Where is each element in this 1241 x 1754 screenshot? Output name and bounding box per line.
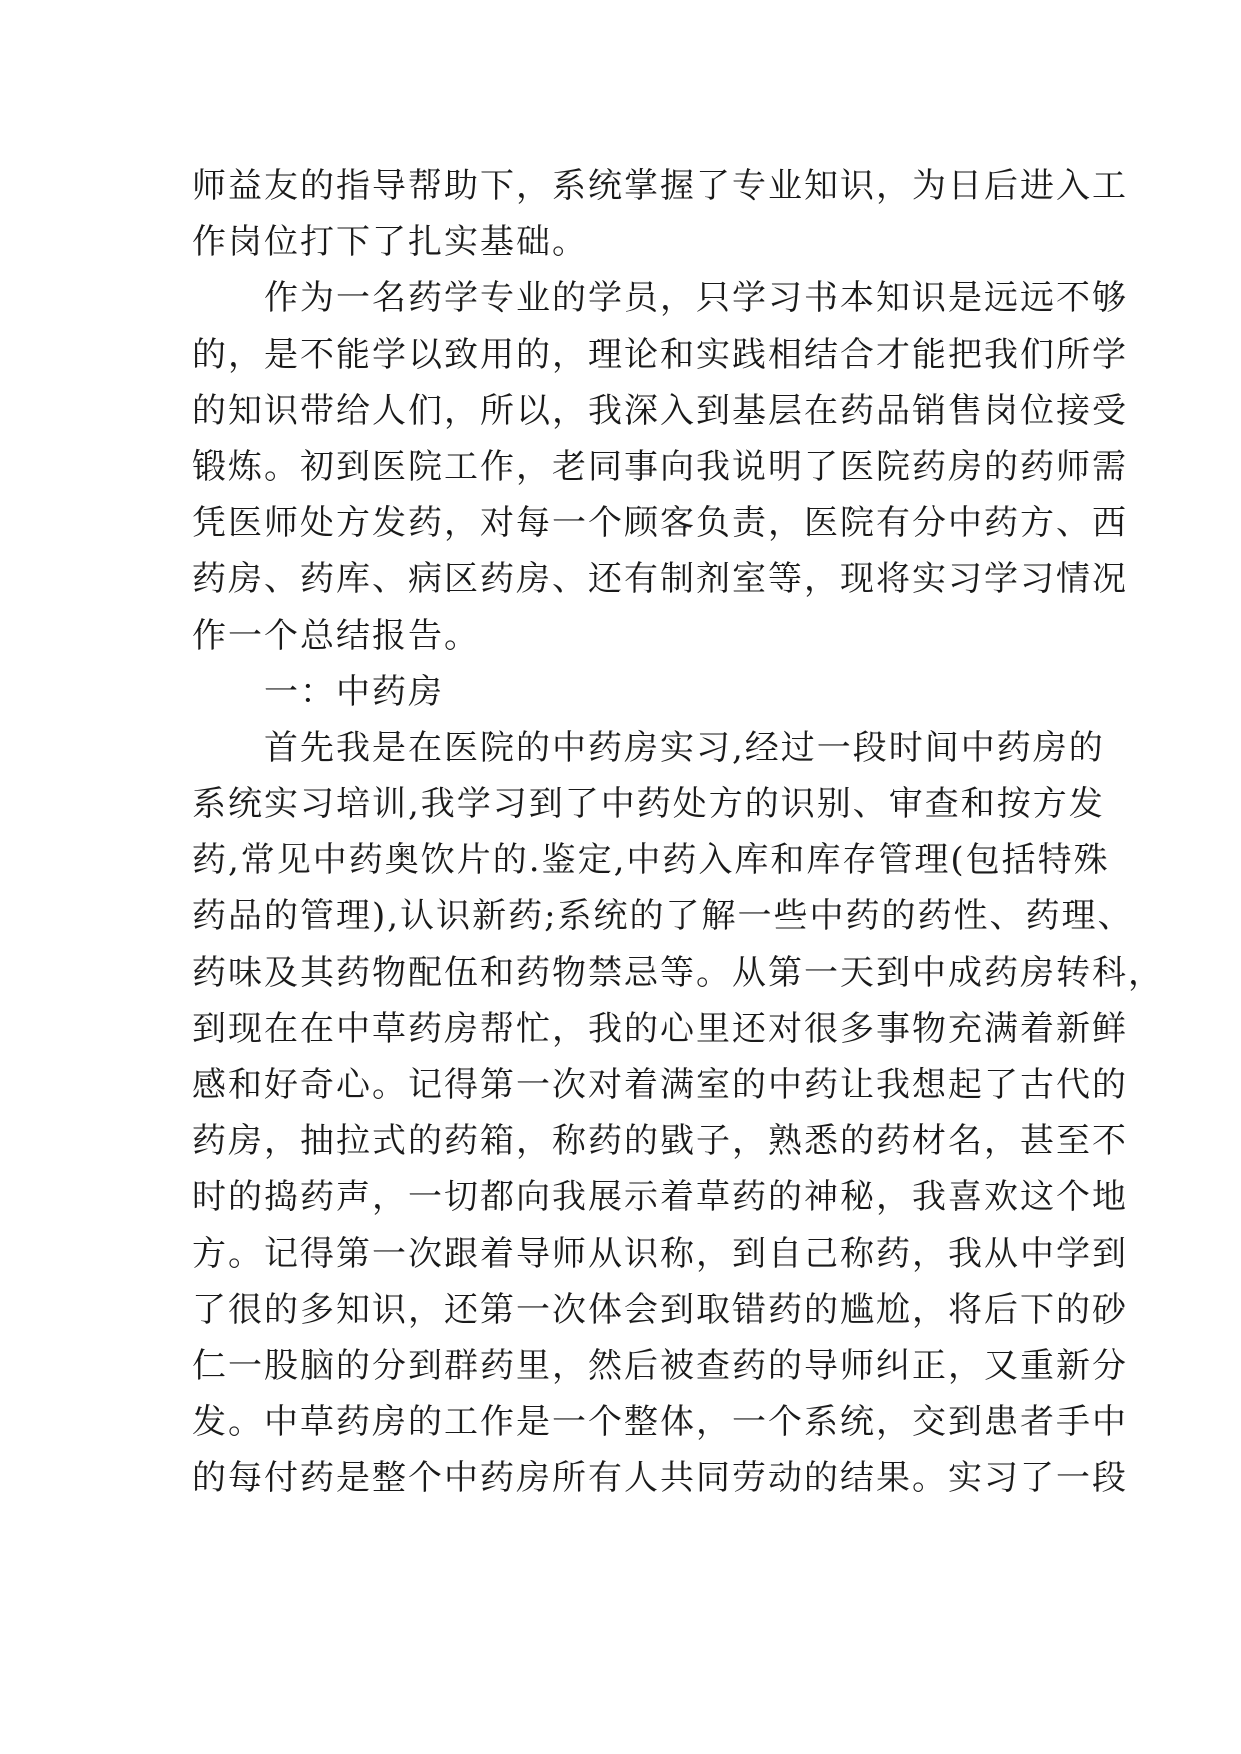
text-line: 到现在在中草药房帮忙，我的心里还对很多事物充满着新鲜: [192, 1008, 1128, 1049]
text-line: 时的捣药声，一切都向我展示着草药的神秘，我喜欢这个地: [192, 1177, 1128, 1218]
text-line: 凭医师处方发药，对每一个顾客负责，医院有分中药方、西: [192, 503, 1128, 544]
text-line: 师益友的指导帮助下，系统掌握了专业知识，为日后进入工: [192, 166, 1128, 206]
text-line: 作岗位打下了扎实基础。: [192, 222, 588, 263]
text-line: 感和好奇心。记得第一次对着满室的中药让我想起了古代的: [192, 1065, 1128, 1105]
body-text: [192, 158, 1164, 1507]
text-line: 药品的管理),认识新药;系统的了解一些中药的药性、药理、: [192, 896, 1134, 937]
text-line: 首先我是在医院的中药房实习,经过一段时间中药房的: [192, 727, 1105, 768]
text-line: 药房、药库、病区药房、还有制剂室等，现将实习学习情况: [192, 559, 1128, 600]
text-line: 药,常见中药奥饮片的.鉴定,中药入库和库存管理(包括特殊: [192, 840, 1110, 881]
text-line: 方。记得第一次跟着导师从识称，到自己称药，我从中学到: [192, 1233, 1128, 1274]
text-line: 锻炼。初到医院工作，老同事向我说明了医院药房的药师需: [192, 446, 1128, 487]
section-heading: 一：中药房: [192, 671, 444, 712]
text-line: 作一个总结报告。: [192, 615, 480, 656]
text-line: 仁一股脑的分到群药里，然后被查药的导师纠正，又重新分: [192, 1345, 1128, 1386]
text-line: 药房，抽拉式的药箱，称药的戥子，熟悉的药材名，甚至不: [192, 1121, 1128, 1162]
text-line: 的，是不能学以致用的，理论和实践相结合才能把我们所学: [192, 334, 1128, 375]
text-line: 作为一名药学专业的学员，只学习书本知识是远远不够: [192, 278, 1128, 319]
text-line: 的每付药是整个中药房所有人共同劳动的结果。实习了一段: [192, 1458, 1128, 1499]
text-line: 了很的多知识，还第一次体会到取错药的尴尬，将后下的砂: [192, 1289, 1128, 1330]
text-line: 的知识带给人们，所以，我深入到基层在药品销售岗位接受: [192, 390, 1128, 431]
text-line: 发。中草药房的工作是一个整体，一个系统，交到患者手中: [192, 1402, 1128, 1443]
text-line: 药味及其药物配伍和药物禁忌等。从第一天到中成药房转科，: [192, 952, 1164, 993]
text-line: 系统实习培训,我学习到了中药处方的识别、审查和按方发: [192, 784, 1105, 825]
